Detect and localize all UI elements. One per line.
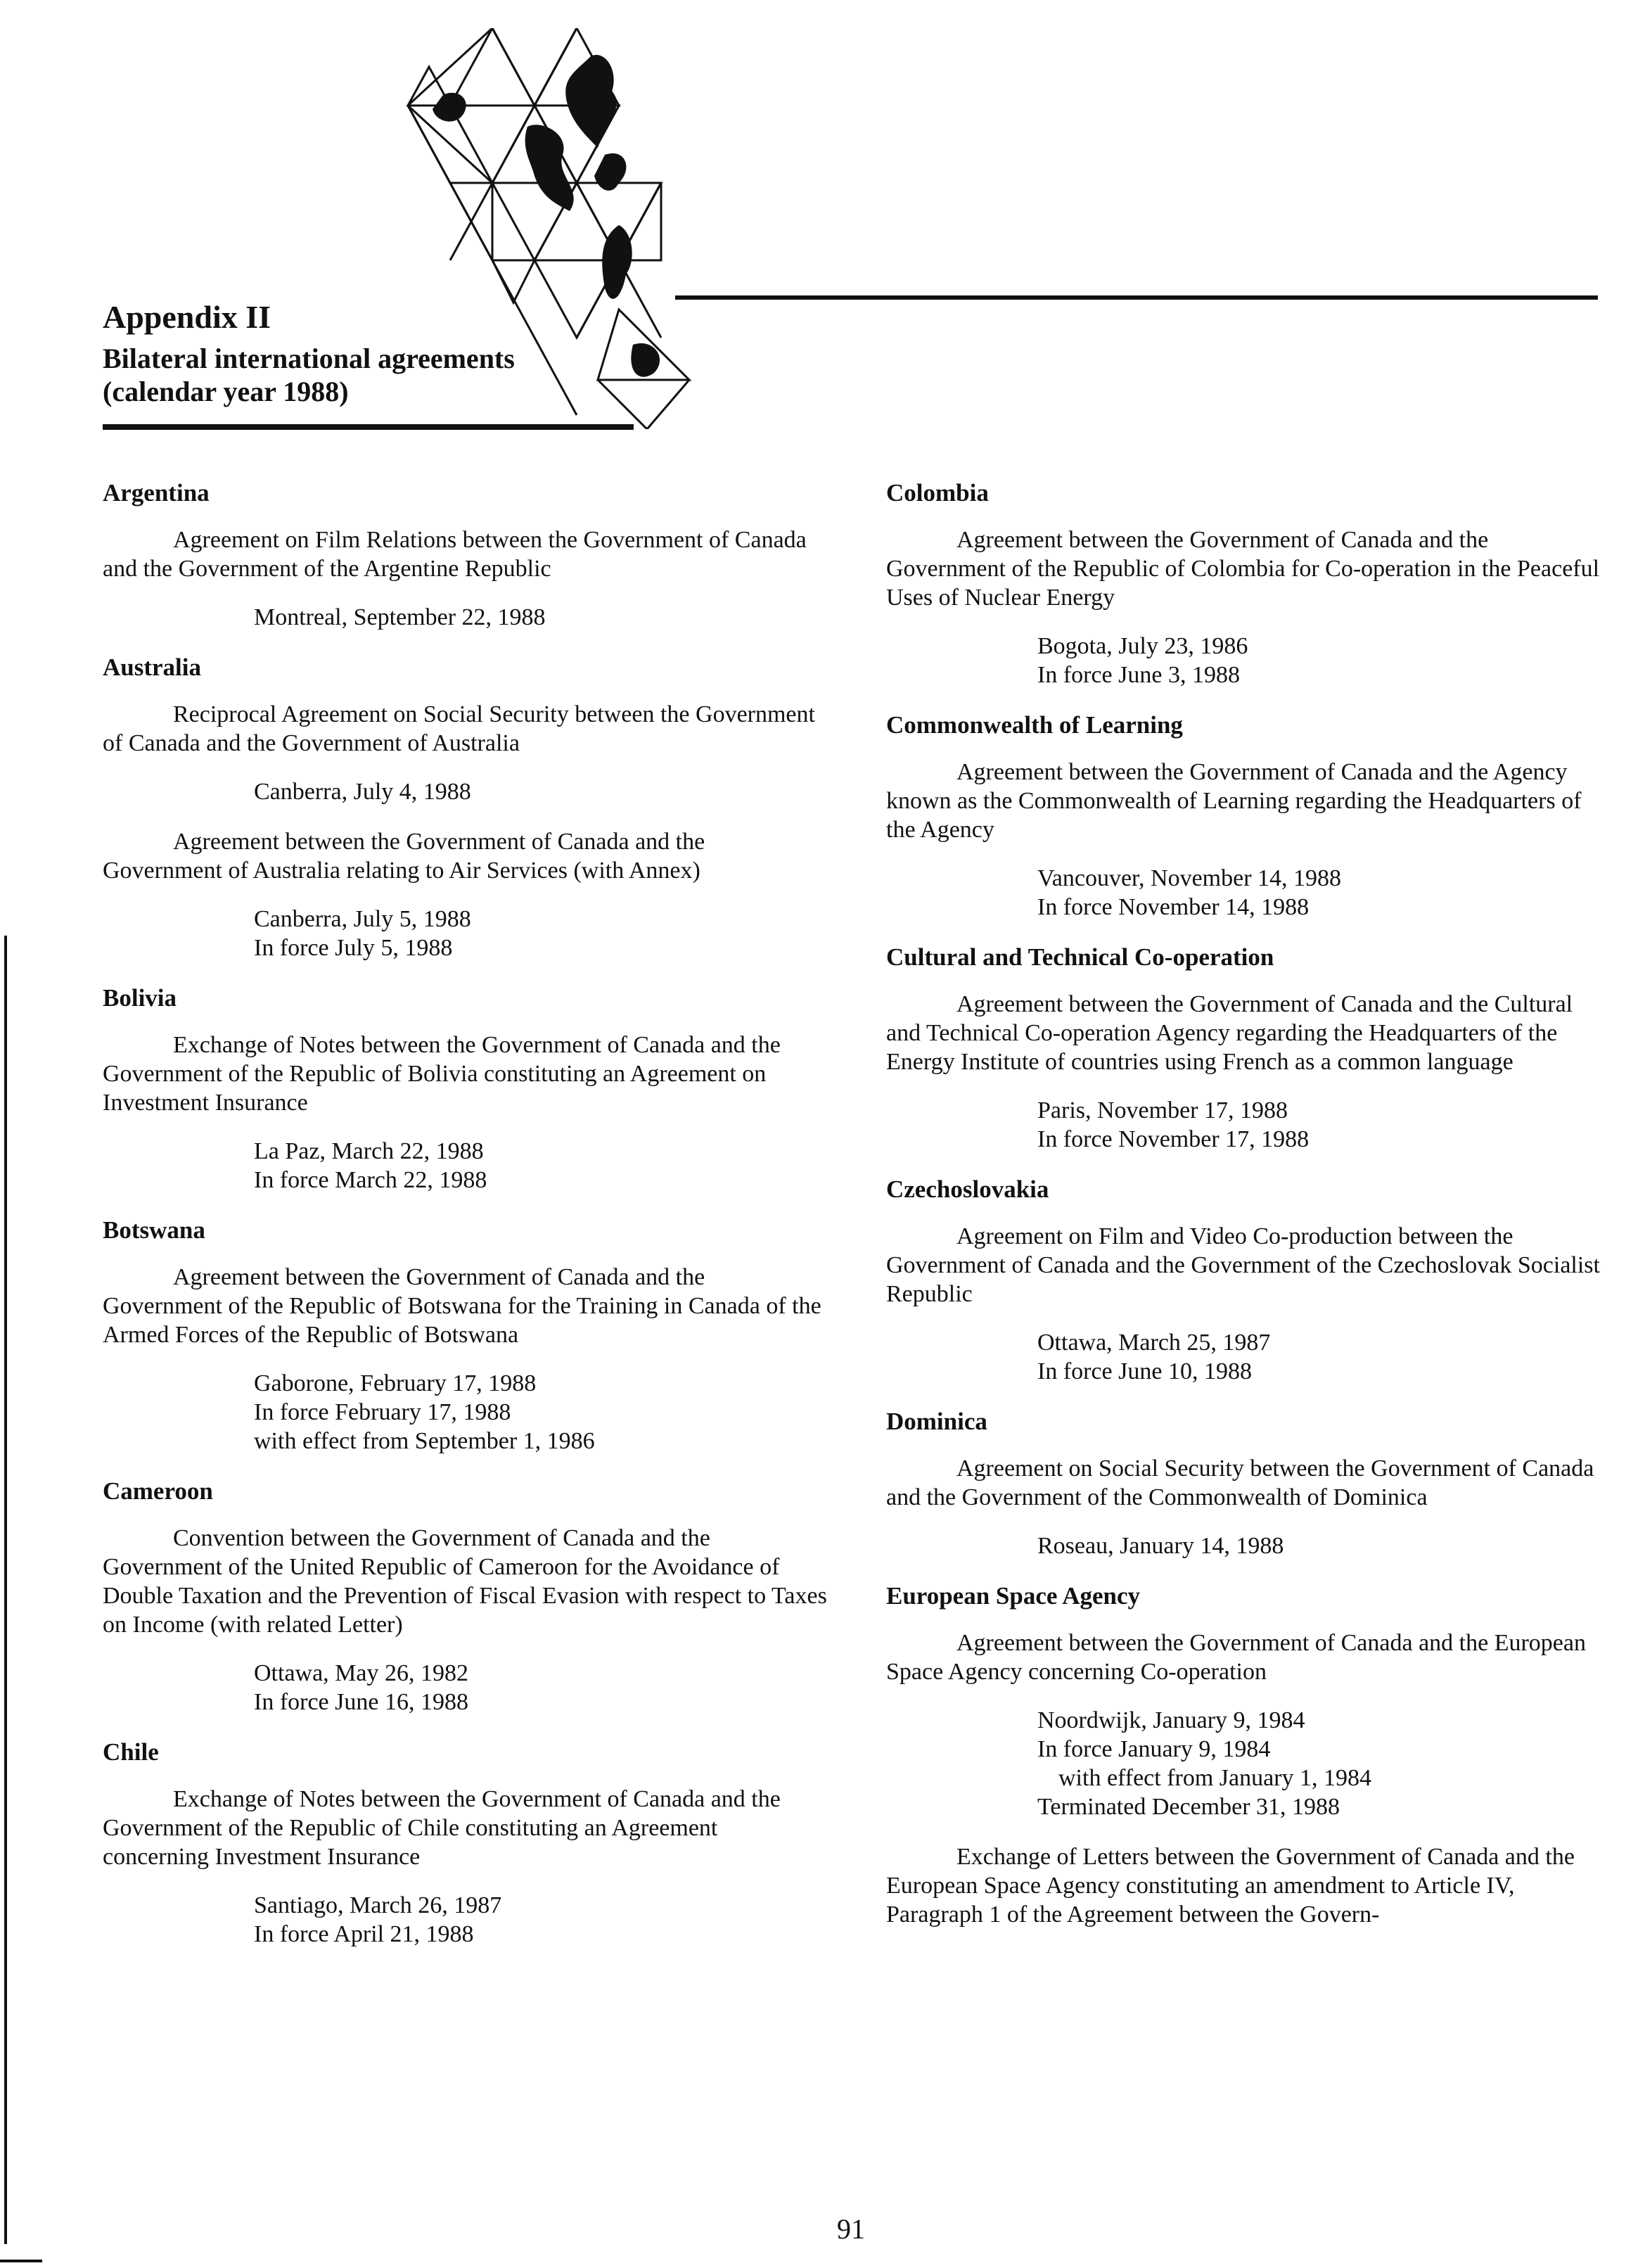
agreement-details bbox=[254, 905, 827, 962]
agreement-text: Exchange of Notes between the Government of Canada and the Government of the Republic of Chile constituting an Agreement concerning Investment Insurance bbox=[103, 1786, 781, 1870]
country-entry-czechoslovakia bbox=[886, 1175, 1604, 1386]
country-entry-dominica bbox=[886, 1407, 1604, 1560]
agreement-text: Agreement between the Government of Canada and the Agency known as the Commonwealth of Learning regarding the Headquarters of the Agency bbox=[886, 759, 1582, 843]
detail-line: In force November 14, 1988 bbox=[1037, 894, 1310, 920]
agreement-text: Agreement between the Government of Canada and the Government of Australia relating to Air Services (with Annex) bbox=[103, 829, 705, 884]
country-heading: Cameroon bbox=[103, 1477, 213, 1505]
country-entry-argentina bbox=[103, 478, 827, 632]
detail-line: In force November 17, 1988 bbox=[1037, 1126, 1310, 1152]
detail-line: In force June 16, 1988 bbox=[254, 1689, 468, 1715]
header-rule-left bbox=[103, 424, 634, 430]
detail-line: In force June 3, 1988 bbox=[1037, 662, 1240, 688]
subtitle-line-2: (calendar year 1988) bbox=[103, 376, 349, 407]
country-heading: Cultural and Technical Co-operation bbox=[886, 943, 1274, 971]
detail-line: Noordwijk, January 9, 1984 bbox=[1037, 1707, 1305, 1733]
detail-line: In force March 22, 1988 bbox=[254, 1167, 487, 1193]
agreement-text: Agreement between the Government of Canada and the Cultural and Technical Co-operation Agency regarding the Headquarters of the Energy Institute of countries using French as a common language bbox=[886, 991, 1573, 1075]
detail-line: Paris, November 17, 1988 bbox=[1037, 1097, 1288, 1123]
detail-line: Canberra, July 4, 1988 bbox=[254, 779, 471, 805]
agreement-text: Exchange of Notes between the Government of Canada and the Government of the Republic of Bolivia constituting an Agreement on Investment Insurance bbox=[103, 1032, 781, 1116]
country-entry-european-space-agency bbox=[886, 1581, 1604, 1929]
detail-line: Montreal, September 22, 1988 bbox=[254, 604, 546, 630]
country-heading: Colombia bbox=[886, 479, 989, 507]
agreement-details bbox=[254, 1891, 827, 1949]
detail-line: In force January 9, 1984 bbox=[1037, 1736, 1271, 1762]
detail-line: In force February 17, 1988 bbox=[254, 1399, 511, 1425]
agreement-text: Agreement between the Government of Canada and the European Space Agency concerning Co-operation bbox=[886, 1630, 1586, 1685]
detail-line: La Paz, March 22, 1988 bbox=[254, 1138, 484, 1164]
country-entry-chile bbox=[103, 1738, 827, 1949]
country-heading: Dominica bbox=[886, 1408, 987, 1435]
country-entry-cameroon bbox=[103, 1477, 827, 1716]
header-rule-right bbox=[675, 295, 1598, 300]
agreement-details bbox=[254, 1369, 827, 1455]
country-heading: European Space Agency bbox=[886, 1582, 1141, 1610]
agreement-details bbox=[254, 1137, 827, 1194]
agreement-text: Agreement on Film and Video Co-production between the Government of Canada and the Government of the Czechoslovak Socialist Republic bbox=[886, 1223, 1600, 1307]
country-heading: Bolivia bbox=[103, 984, 177, 1012]
detail-line: In force July 5, 1988 bbox=[254, 935, 453, 961]
detail-line: In force June 10, 1988 bbox=[1037, 1358, 1252, 1384]
agreement-text: Reciprocal Agreement on Social Security between the Government of Canada and the Government of Australia bbox=[103, 701, 815, 756]
agreement-details bbox=[254, 603, 827, 632]
detail-line: Vancouver, November 14, 1988 bbox=[1037, 865, 1342, 891]
left-column bbox=[103, 478, 827, 1970]
detail-line: with effect from January 1, 1984 bbox=[1058, 1765, 1372, 1791]
agreement-text: Agreement between the Government of Canada and the Government of the Republic of Colombia for Co-operation in the Peaceful Uses of Nuclear Energy bbox=[886, 527, 1600, 611]
country-heading: Australia bbox=[103, 654, 201, 681]
country-heading: Botswana bbox=[103, 1216, 205, 1244]
agreement-details bbox=[1037, 1096, 1604, 1154]
detail-line: Gaborone, February 17, 1988 bbox=[254, 1370, 537, 1396]
agreement-details bbox=[1037, 864, 1604, 922]
agreement-details bbox=[1037, 1706, 1604, 1821]
detail-line: Ottawa, May 26, 1982 bbox=[254, 1660, 469, 1686]
agreement-details bbox=[1037, 632, 1604, 689]
page-subtitle bbox=[103, 342, 515, 408]
agreement-details bbox=[1037, 1328, 1604, 1386]
country-entry-botswana bbox=[103, 1216, 827, 1455]
country-heading: Commonwealth of Learning bbox=[886, 711, 1183, 739]
agreement-text: Agreement on Film Relations between the Government of Canada and the Government of the Argentine Republic bbox=[103, 527, 807, 582]
country-heading: Czechoslovakia bbox=[886, 1176, 1049, 1203]
agreement-text: Exchange of Letters between the Government of Canada and the European Space Agency constituting an amendment to Article IV, Paragraph 1 of the Agreement between the Govern- bbox=[886, 1844, 1575, 1928]
detail-line: Santiago, March 26, 1987 bbox=[254, 1892, 502, 1918]
detail-line: Canberra, July 5, 1988 bbox=[254, 906, 471, 932]
country-entry-cultural-technical-cooperation bbox=[886, 943, 1604, 1154]
margin-scan-line bbox=[4, 936, 7, 2244]
country-entry-bolivia bbox=[103, 983, 827, 1194]
detail-line: with effect from September 1, 1986 bbox=[254, 1428, 595, 1454]
agreement-details bbox=[254, 1659, 827, 1716]
agreement-text: Convention between the Government of Canada and the Government of the United Republic of Cameroon for the Avoidance of Double Taxation and the Prevention of Fiscal Evasion with respect to Taxes on Income (with related Letter) bbox=[103, 1525, 827, 1638]
detail-line: Roseau, January 14, 1988 bbox=[1037, 1533, 1284, 1559]
agreement-text: Agreement between the Government of Canada and the Government of the Republic of Botswana for the Training in Canada of the Armed Forces of the Republic of Botswana bbox=[103, 1264, 821, 1348]
detail-line: In force April 21, 1988 bbox=[254, 1921, 474, 1947]
country-entry-colombia bbox=[886, 478, 1604, 689]
page-title: Appendix II bbox=[103, 299, 271, 335]
detail-line: Terminated December 31, 1988 bbox=[1037, 1794, 1340, 1820]
page-number: 91 bbox=[837, 2213, 865, 2245]
country-entry-australia bbox=[103, 653, 827, 962]
agreement-details bbox=[1037, 1531, 1604, 1560]
detail-line: Ottawa, March 25, 1987 bbox=[1037, 1330, 1271, 1356]
agreement-details bbox=[254, 777, 827, 806]
detail-line: Bogota, July 23, 1986 bbox=[1037, 633, 1248, 659]
country-entry-commonwealth-of-learning bbox=[886, 711, 1604, 922]
subtitle-line-1: Bilateral international agreements bbox=[103, 343, 515, 374]
agreement-text: Agreement on Social Security between the Government of Canada and the Government of the Commonwealth of Dominica bbox=[886, 1455, 1594, 1510]
country-heading: Argentina bbox=[103, 479, 210, 507]
country-heading: Chile bbox=[103, 1738, 159, 1766]
right-column bbox=[886, 478, 1604, 1949]
footer-scan-mark bbox=[0, 2260, 42, 2262]
